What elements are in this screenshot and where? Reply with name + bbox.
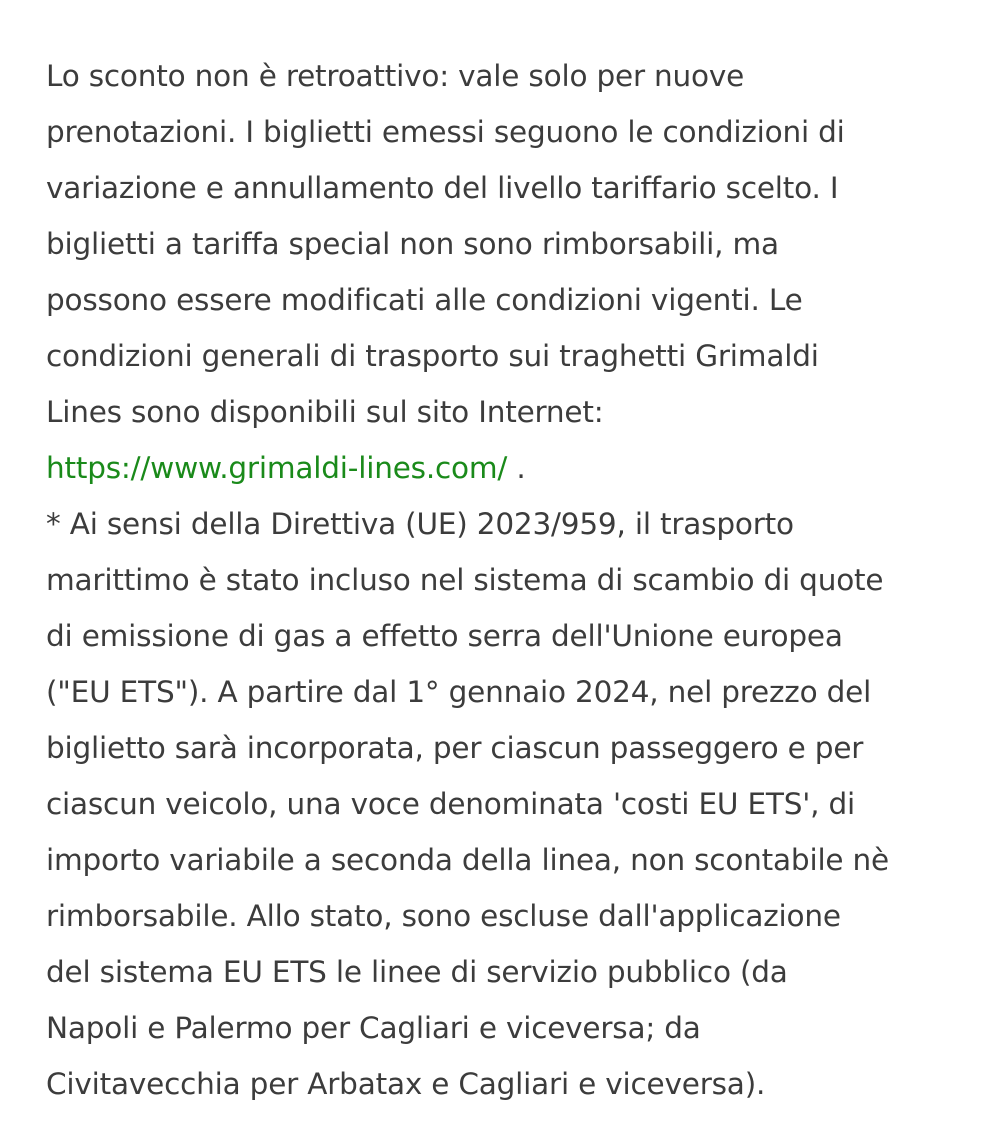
- text-line: * Ai sensi della Direttiva (UE) 2023/959, il trasporto: [46, 507, 794, 541]
- text-line: ("EU ETS"). A partire dal 1° gennaio 2024, nel prezzo del: [46, 675, 872, 709]
- text-line: del sistema EU ETS le linee di servizio pubblico (da: [46, 955, 788, 989]
- eu-ets-note-paragraph: [46, 496, 956, 1112]
- text-line: biglietti a tariffa special non sono rimborsabili, ma: [46, 227, 779, 261]
- text-line: Napoli e Palermo per Cagliari e viceversa; da: [46, 1011, 701, 1045]
- text-line: ciascun veicolo, una voce denominata 'costi EU ETS', di: [46, 787, 856, 821]
- text-line: Lo sconto non è retroattivo: vale solo per nuove: [46, 59, 745, 93]
- text-line: condizioni generali di trasporto sui traghetti Grimaldi: [46, 339, 819, 373]
- text-line: prenotazioni. I biglietti emessi seguono le condizioni di: [46, 115, 845, 149]
- text-line: possono essere modificati alle condizioni vigenti. Le: [46, 283, 803, 317]
- grimaldi-website-link[interactable]: https://www.grimaldi-lines.com/: [46, 451, 508, 485]
- text-line: importo variabile a seconda della linea, non scontabile nè: [46, 843, 890, 877]
- text-line: marittimo è stato incluso nel sistema di scambio di quote: [46, 563, 884, 597]
- text-line: di emissione di gas a effetto serra dell'Unione europea: [46, 619, 843, 653]
- text-line: rimborsabile. Allo stato, sono escluse dall'applicazione: [46, 899, 841, 933]
- text-line: Civitavecchia per Arbatax e Cagliari e viceversa).: [46, 1067, 766, 1101]
- terms-text-block: [46, 48, 956, 1112]
- text-line: Lines sono disponibili sul sito Internet:: [46, 395, 604, 429]
- text-line: variazione e annullamento del livello tariffario scelto. I: [46, 171, 839, 205]
- discount-conditions-paragraph: [46, 48, 956, 496]
- text-line: biglietto sarà incorporata, per ciascun passeggero e per: [46, 731, 864, 765]
- link-line: [46, 440, 956, 496]
- link-suffix: .: [507, 451, 526, 485]
